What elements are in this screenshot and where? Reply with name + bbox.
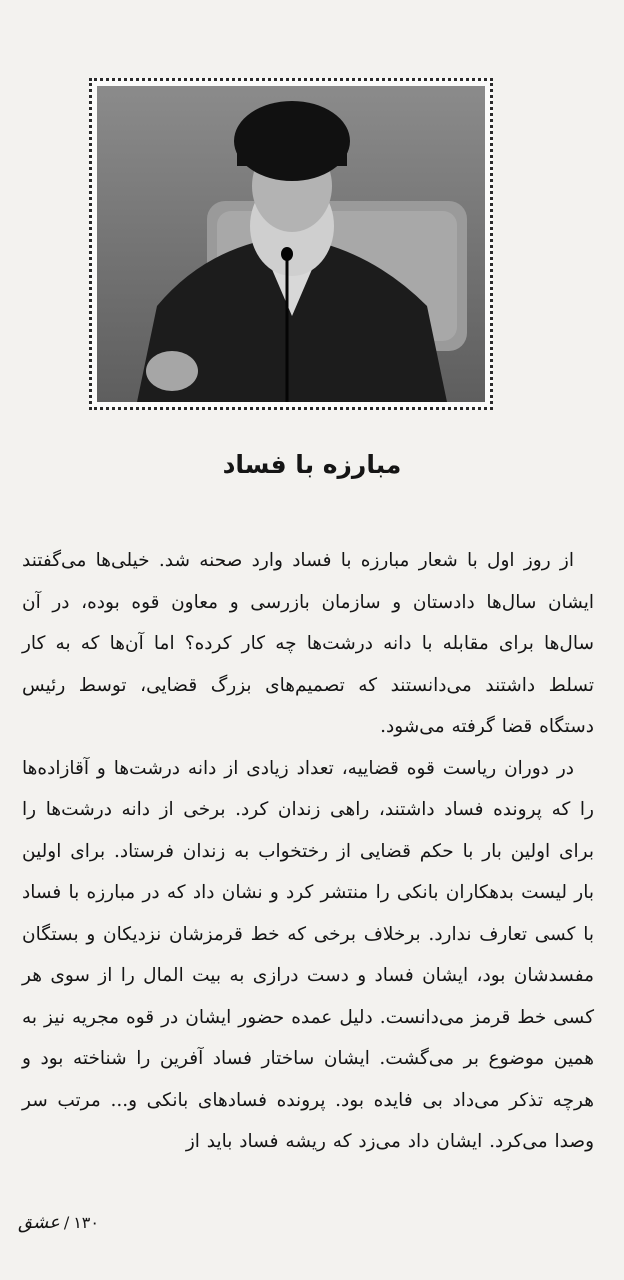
section-title: مبارزه با فساد [222, 450, 402, 479]
paragraph-2: در دوران ریاست قوه قضاییه، تعداد زیادی از دانه درشت‌ها و آقازاده‌ها را که پرونده فساد داشتند، راهی زندان کرد. برخی از دانه درشت‌ها را برای اولین بار با حکم قضایی از رختخواب به زندان فرستاد. برای اولین بار لیست بدهکاران بانکی را منتشر کرد و نشان داد که در مبارزه با فساد با کسی تعارف ندارد. برخلاف برخی که خط قرمزشان نزدیکان و بستگان مفسدشان بود، ایشان فساد و دست درازی به بیت المال را از سوی هر کسی خط قرمز می‌دانست. دلیل عمده حضور ایشان در قوه مجریه نیز به همین موضوع بر می‌گشت. ایشان ساختار فساد آفرین را شناخته بود و هرچه تذکر می‌داد بی فایده بود. پرونده فسادهای بانکی و... مرتب سر وصدا می‌کرد. ایشان داد می‌زد که ریشه فساد باید از [22, 757, 594, 1152]
portrait-photo-frame [89, 78, 493, 410]
book-signature: عشق [18, 1212, 60, 1233]
page-number: ۱۳۰ [73, 1213, 99, 1232]
footer-separator: / [63, 1213, 70, 1232]
body-text [22, 540, 594, 1163]
portrait-photo [97, 86, 485, 402]
paragraph-1: از روز اول با شعار مبارزه با فساد وارد صحنه شد. خیلی‌ها می‌گفتند ایشان سال‌ها دادستان و سازمان بازرسی و معاون قوه بوده، در آن سال‌ها برای مقابله با دانه درشت‌ها چه کار کرده؟ اما آن‌ها که به کار تسلط داشتند می‌دانستند که تصمیم‌های بزرگ قضایی، توسط رئیس دستگاه قضا گرفته می‌شود. [22, 550, 594, 737]
page-footer [18, 1212, 99, 1233]
